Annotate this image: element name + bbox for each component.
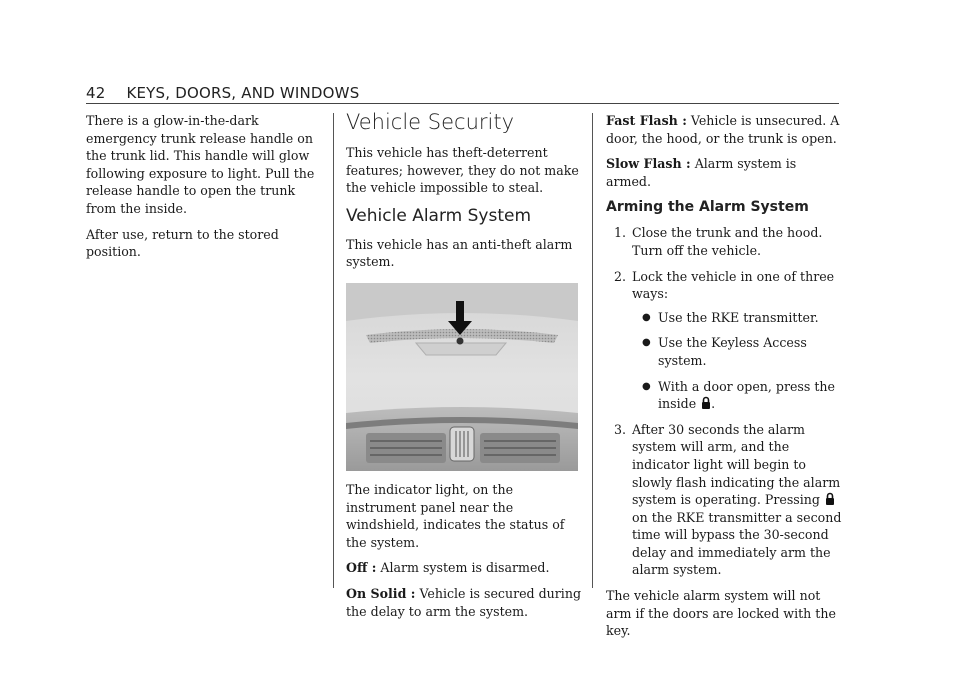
step-number: 3. bbox=[614, 421, 627, 437]
bullet-text: Use the RKE transmitter. bbox=[658, 309, 819, 325]
bullet: ● bbox=[642, 380, 651, 392]
step-text: Close the trunk and the hood. Turn off the vehicle. bbox=[632, 225, 823, 258]
list-item bbox=[632, 378, 842, 413]
paragraph: This vehicle has an anti-theft alarm system. bbox=[346, 236, 573, 270]
punctuation: . bbox=[711, 396, 716, 412]
list-item bbox=[606, 421, 842, 579]
column-left bbox=[86, 112, 322, 269]
bullet-text: Use the Keyless Access system. bbox=[658, 335, 807, 368]
definition-slow-flash bbox=[606, 155, 842, 190]
heading-arming-alarm: Arming the Alarm System bbox=[606, 199, 809, 216]
paragraph: After use, return to the stored position. bbox=[86, 226, 279, 260]
list-item bbox=[606, 224, 842, 259]
list-item bbox=[606, 268, 842, 413]
definition: Vehicle is secured during the delay to arm the system. bbox=[346, 585, 582, 619]
step-text: on the RKE transmitter a second time will bypass the 30-second delay and immediately arm the alarm system. bbox=[632, 509, 842, 578]
bullet: ● bbox=[642, 337, 651, 349]
definition: Alarm system is armed. bbox=[606, 156, 797, 189]
page-header bbox=[86, 84, 359, 102]
term: On Solid : bbox=[346, 585, 416, 601]
column-divider bbox=[333, 113, 334, 588]
definition-off bbox=[346, 559, 582, 577]
page-number: 42 bbox=[86, 84, 106, 102]
dashboard-indicator-illustration bbox=[346, 283, 578, 471]
list-item bbox=[632, 334, 842, 369]
lock-icon bbox=[825, 492, 835, 506]
step-number: 2. bbox=[614, 268, 627, 284]
term: Fast Flash : bbox=[606, 113, 687, 128]
paragraph: There is a glow-in-the-dark emergency trunk release handle on the trunk lid. This handle will glow following exposure to light. Pull the release handle to open the trunk from the inside. bbox=[86, 113, 315, 216]
column-middle bbox=[346, 112, 582, 628]
paragraph: The indicator light, on the instrument panel near the windshield, indicates the status of the system. bbox=[346, 481, 565, 550]
heading-vehicle-alarm-system: Vehicle Alarm System bbox=[346, 205, 532, 226]
step-text: Lock the vehicle in one of three ways: bbox=[632, 268, 835, 302]
column-divider bbox=[592, 113, 593, 588]
lock-methods bbox=[632, 309, 842, 413]
heading-vehicle-security: Vehicle Security bbox=[346, 110, 515, 134]
definition-on-solid bbox=[346, 585, 582, 620]
step-number: 1. bbox=[614, 225, 627, 241]
arming-steps bbox=[606, 224, 842, 579]
bullet: ● bbox=[642, 311, 651, 323]
definition-fast-flash bbox=[606, 112, 842, 147]
lock-icon bbox=[701, 396, 711, 410]
paragraph: The vehicle alarm system will not arm if the doors are locked with the key. bbox=[606, 588, 836, 639]
section-title: KEYS, DOORS, AND WINDOWS bbox=[126, 84, 360, 102]
list-item bbox=[632, 309, 842, 327]
definition: Vehicle is unsecured. A door, the hood, or the trunk is open. bbox=[606, 113, 840, 146]
paragraph: This vehicle has theft-deterrent features; however, they do not make the vehicle impossible to steal. bbox=[346, 145, 579, 196]
term: Off : bbox=[346, 560, 377, 576]
definition: Alarm system is disarmed. bbox=[380, 560, 550, 576]
column-right bbox=[606, 112, 842, 648]
bullet-text: With a door open, press the inside bbox=[658, 378, 835, 412]
header-rule bbox=[86, 103, 839, 104]
term: Slow Flash : bbox=[606, 156, 691, 172]
step-text: After 30 seconds the alarm system will arm, and the indicator light will begin to slowly flash indicating the alarm system is operating. Pressing bbox=[632, 421, 841, 508]
